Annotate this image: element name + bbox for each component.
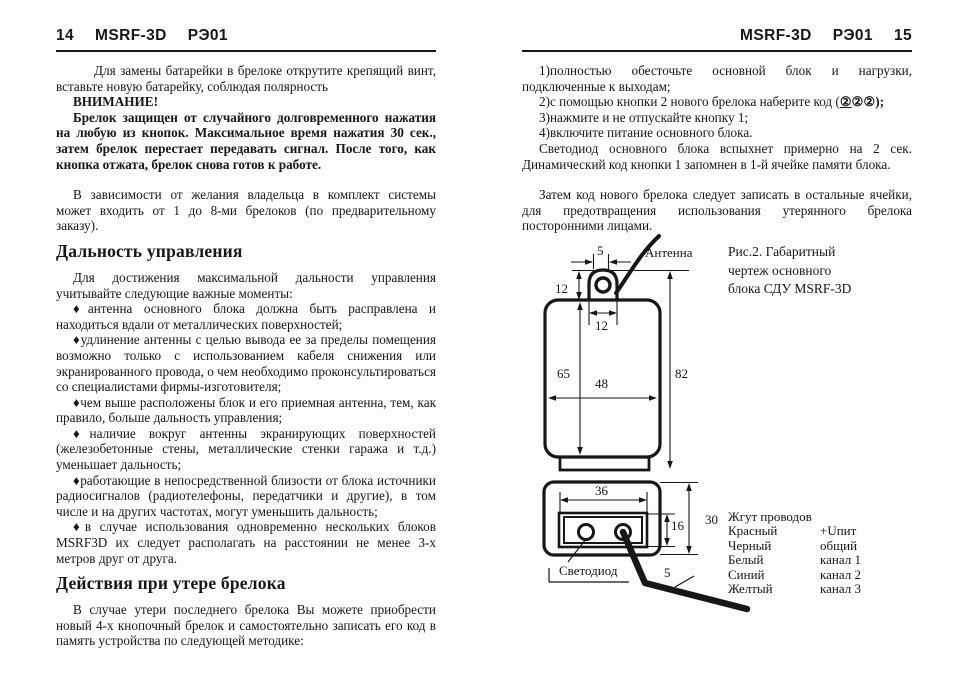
step-1: 1)полностью обесточьте основной блок и нагрузки, подключенные к выходам; bbox=[522, 63, 912, 94]
code-digits: ②② bbox=[851, 94, 876, 110]
step-2 bbox=[522, 94, 912, 110]
attention-label: ВНИМАНИЕ! bbox=[73, 94, 158, 110]
wire-color: Черный bbox=[728, 537, 772, 553]
model-name: MSRF-3D bbox=[95, 27, 167, 44]
mounting-ear-outline bbox=[589, 270, 617, 300]
bullet-radio-sources: ♦работающие в непосредственной близости от блока источники радиосигналов (радиотелефоны, передатчики и другие), в том числе и на других частотах, могут уменьшить дальность; bbox=[56, 472, 436, 519]
dim-panel-width: 36 bbox=[595, 483, 608, 498]
page-left bbox=[56, 27, 436, 649]
page-body-right bbox=[522, 63, 912, 234]
paragraph-led: Светодиод основного блока вспыхнет примерно на 2 сек. Динамический код кнопки 1 запомнен в 1-й ячейке памяти блока. bbox=[522, 140, 912, 172]
dim-ear-height: 12 bbox=[555, 281, 568, 296]
paragraph-rewrite-cells: Затем код нового брелока следует записать в остальные ячейки, для предотвращения использования утерянного брелока посторонними лицами. bbox=[522, 187, 912, 234]
wire-color: Красный bbox=[728, 523, 778, 539]
paragraph-kit: В зависимости от желания владельца в комплект системы может входить от 1 до 8-ми брелоков (по предварительному заказу). bbox=[56, 187, 436, 234]
bullet-multiple-units: ♦в случае использования одновременно нескольких блоков MSRF3D их следует располагать на расстоянии не менее 3-х метров друг от друга. bbox=[56, 519, 436, 566]
bullet-antenna: ♦антенна основного блока должна быть расправлена и находиться вдали от металлических поверхностей; bbox=[56, 301, 436, 332]
paragraph-warning: Брелок защищен от случайного долговременного нажатия на любую из кнопок. Максимальное время нажатия 30 сек., затем брелок перестает передавать сигнал. После того, как кнопка отжата, брелок снова готов к работе. bbox=[56, 109, 436, 172]
caption-line-2: чертеж основного bbox=[728, 262, 832, 278]
legend-row bbox=[728, 524, 928, 538]
dim-hole-width: 5 bbox=[597, 243, 604, 258]
heading-lost-fob: Действия при утере брелока bbox=[56, 573, 286, 594]
page-header-left bbox=[56, 27, 436, 52]
dim-ear-width: 12 bbox=[595, 318, 608, 333]
wire-function: канал 3 bbox=[820, 581, 861, 597]
page-number-left: 14 bbox=[56, 27, 75, 44]
dim-body-height: 65 bbox=[557, 366, 570, 381]
heading-range: Дальность управления bbox=[56, 240, 243, 261]
wire-color: Белый bbox=[728, 552, 764, 568]
dim-total-height: 82 bbox=[675, 366, 688, 381]
wire-function: общий bbox=[820, 537, 858, 553]
wire-color: Синий bbox=[728, 566, 765, 582]
model-name: MSRF-3D bbox=[740, 27, 812, 44]
led-hole bbox=[579, 525, 594, 540]
legend-row bbox=[728, 582, 928, 596]
doc-code: РЭ01 bbox=[832, 27, 873, 44]
code-close: ); bbox=[875, 94, 885, 110]
connector-panel-outer bbox=[559, 513, 647, 547]
bullet-extension: ♦удлинение антенны с целью вывода ее за пределы помещения возможно только с использованием кабеля снижения или экранированного провода, о чем необходимо проконсультироваться со специалистами фирмы-изготовителя; bbox=[56, 332, 436, 395]
dim-panel-height: 16 bbox=[671, 518, 684, 533]
page-number-right: 15 bbox=[893, 27, 912, 44]
wire-function: +Uпит bbox=[820, 523, 857, 539]
base-flange bbox=[560, 457, 649, 470]
caption-line-3: блока СДУ MSRF-3D bbox=[728, 281, 852, 296]
figure-caption bbox=[728, 243, 918, 299]
page-right bbox=[522, 27, 912, 234]
paragraph-lost-fob: В случае утери последнего брелока Вы можете приобрести новый 4-х кнопочный брелок и самостоятельно записать его код в память устройства по следующей методике: bbox=[56, 602, 436, 649]
legend-title: Жгут проводов bbox=[728, 509, 812, 524]
paragraph-range-intro: Для достижения максимальной дальности управления учитывайте следующие важные моменты: bbox=[56, 269, 436, 301]
page-header-right bbox=[522, 27, 912, 52]
caption-line-1: Рис.2. Габаритный bbox=[728, 244, 836, 259]
led-label: Светодиод bbox=[559, 563, 618, 578]
step-2-text: 2)с помощью кнопки 2 нового брелока наберите код ( bbox=[539, 94, 840, 110]
dim-body-width: 48 bbox=[595, 376, 608, 391]
antenna-label: Антенна bbox=[645, 245, 693, 260]
wire-color: Желтый bbox=[728, 581, 773, 597]
paragraph-battery: Для замены батарейки в брелоке открутите крепящий винт, вставьте новую батарейку, соблюдая полярность bbox=[56, 63, 436, 94]
doc-code: РЭ01 bbox=[187, 27, 228, 44]
code-digit-underlined: ② bbox=[839, 94, 852, 110]
mounting-hole bbox=[596, 278, 610, 292]
bullet-height: ♦чем выше расположены блок и его приемная антенна, тем, как правило, больше дальность управления; bbox=[56, 394, 436, 426]
dim-end-height: 30 bbox=[705, 512, 718, 527]
legend-row bbox=[728, 568, 928, 582]
wire-harness-legend bbox=[728, 510, 928, 596]
bullet-shielding: ♦наличие вокруг антенны экранирующих поверхностей (железобетонные стены, металлические стенки гаража и т.д.) уменьшает дальность; bbox=[56, 425, 436, 473]
step-4: 4)включите питание основного блока. bbox=[539, 125, 753, 141]
step-3: 3)нажмите и не отпускайте кнопку 1; bbox=[539, 109, 749, 125]
dim-wire: 5 bbox=[664, 565, 671, 580]
legend-row bbox=[728, 553, 928, 567]
wire-function: канал 1 bbox=[820, 552, 861, 568]
legend-row bbox=[728, 539, 928, 553]
page-body-left bbox=[56, 63, 436, 649]
wire-function: канал 2 bbox=[820, 566, 861, 582]
